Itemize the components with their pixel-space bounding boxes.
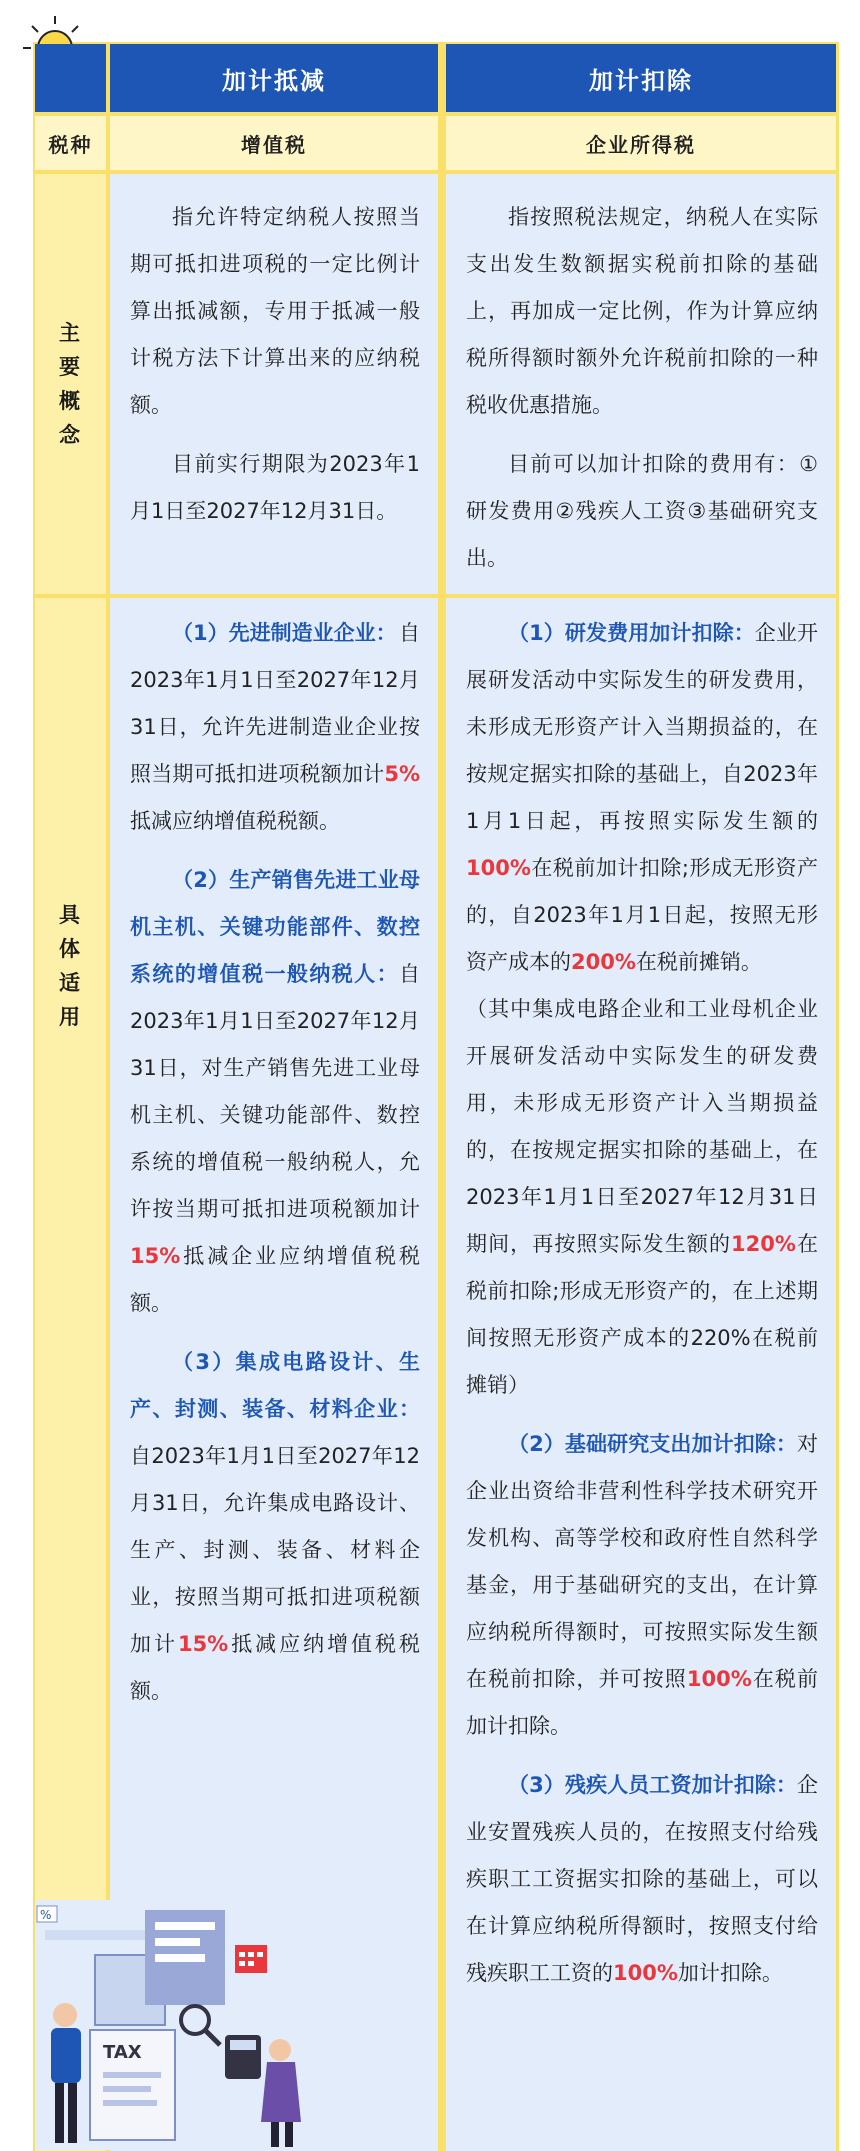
row-label-concept: 主要概念 — [35, 174, 106, 594]
header-col2: 加计扣除 — [446, 44, 836, 112]
concept-cit-definition: 指按照税法规定，纳税人在实际支出发生数额据实税前扣除的基础上，再加成一定比例，作为计算应纳税所得额时额外允许税前扣除的一种税收优惠措施。 — [466, 205, 818, 417]
apply-cit-disabled: （3）残疾人员工资加计扣除：企业安置残疾人员的，在按照支付给残疾职工工资据实扣除的基础上，可以在计算应纳税所得额时，按照支付给残疾职工工资的100%加计扣除。 — [466, 1773, 818, 1985]
subheader-col2: 企业所得税 — [446, 116, 836, 170]
apply-cit-cell — [446, 598, 836, 2151]
row-label-apply: 具体适用 — [35, 598, 106, 2151]
concept-vat-period: 目前实行期限为2023年1月1日至2027年12月31日。 — [130, 452, 420, 523]
tax-label: TAX — [103, 2042, 142, 2063]
subheader-col1: 增值税 — [110, 116, 438, 170]
apply-vat-item-3: （3）集成电路设计、生产、封测、装备、材料企业：自2023年1月1日至2027年12月31日，允许集成电路设计、生产、封测、装备、材料企业，按照当期可抵扣进项税额加计15%抵减应纳增值税税额。 — [130, 1350, 421, 1703]
apply-vat-item-1: （1）先进制造业企业：自2023年1月1日至2027年12月31日，允许先进制造业企业按照当期可抵扣进项税额加计5%抵减应纳增值税税额。 — [130, 621, 420, 833]
concept-cit-items: 目前可以加计扣除的费用有：①研发费用②残疾人工资③基础研究支出。 — [466, 452, 818, 570]
header-col1: 加计抵减 — [110, 44, 438, 112]
concept-cit-cell — [446, 174, 836, 594]
concept-vat-definition: 指允许特定纳税人按照当期可抵扣进项税的一定比例计算出抵减额，专用于抵减一般计税方法下计算出来的应纳税额。 — [130, 205, 420, 417]
percent-label: % — [40, 1908, 52, 1922]
header-corner — [35, 44, 106, 112]
subheader-label: 税种 — [35, 116, 106, 170]
apply-vat-item-2: （2）生产销售先进工业母机主机、关键功能部件、数控系统的增值税一般纳税人：自2023年1月1日至2027年12月31日，对生产销售先进工业母机主机、关键功能部件、数控系统的增值税一般纳税人，允许按当期可抵扣进项税额加计15%抵减企业应纳增值税税额。 — [130, 868, 420, 1315]
apply-cit-rd: （1）研发费用加计扣除：企业开展研发活动中实际发生的研发费用，未形成无形资产计入当期损益的，在按规定据实扣除的基础上，自2023年1月1日起，再按照实际发生额的100%在税前加计扣除;形成无形资产的，自2023年1月1日起，按照无形资产成本的200%在税前摊销。 — [466, 621, 818, 974]
concept-vat-cell — [110, 174, 438, 594]
apply-cit-basic: （2）基础研究支出加计扣除：对企业出资给非营利性科学技术研究开发机构、高等学校和政府性自然科学基金，用于基础研究的支出，在计算应纳税所得额时，可按照实际发生额在税前扣除，并可按照100%在税前加计扣除。 — [466, 1432, 819, 1738]
tax-illustration — [35, 1900, 315, 2150]
apply-cit-rd-note: （其中集成电路企业和工业母机企业开展研发活动中实际发生的研发费用，未形成无形资产计入当期损益的，在按规定据实扣除的基础上，在2023年1月1日至2027年12月31日期间，再按照实际发生额的120%在税前扣除;形成无形资产的，在上述期间按照无形资产成本的220%在税前摊销） — [466, 997, 819, 1397]
